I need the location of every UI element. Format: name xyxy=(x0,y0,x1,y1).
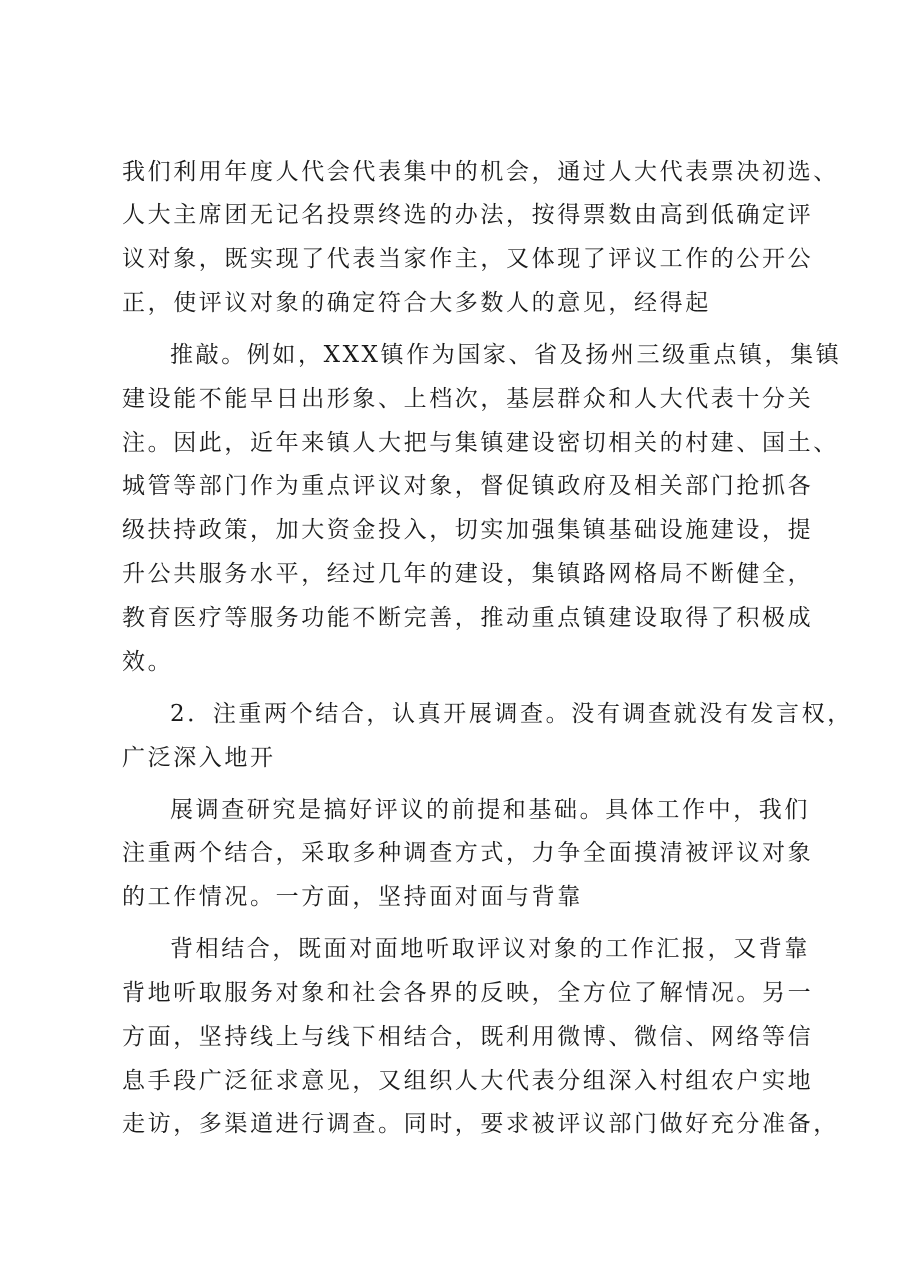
text-line: 广泛深入地开 xyxy=(122,745,276,771)
text-line: 息手段广泛征求意见，又组织人大代表分组深入村组农户实地 xyxy=(122,1068,814,1094)
text-line: 城管等部门作为重点评议对象，督促镇政府及相关部门抢抓各 xyxy=(122,473,814,499)
text-line: 效。 xyxy=(122,649,174,675)
text-line: 人大主席团无记名投票终选的办法，按得票数由高到低确定评 xyxy=(122,202,814,228)
text-line: 级扶持政策，加大资金投入，切实加强集镇基础设施建设，提 xyxy=(122,517,814,543)
text-line: 注重两个结合，采取多种调查方式，力争全面摸清被评议对象 xyxy=(122,840,814,866)
text-line: 注。因此，近年来镇人大把与集镇建设密切相关的村建、国土、 xyxy=(122,430,839,456)
text-line: 建设能不能早日出形象、上档次，基层群众和人大代表十分关 xyxy=(122,386,814,412)
text-line: 方面，坚持线上与线下相结合，既利用微博、微信、网络等信 xyxy=(122,1024,814,1050)
text-line: 走访，多渠道进行调查。同时，要求被评议部门做好充分准备， xyxy=(122,1111,839,1137)
text-line: 升公共服务水平，经过几年的建设，集镇路网格局不断健全， xyxy=(122,561,814,587)
text-line: 2．注重两个结合，认真开展调查。没有调查就没有发言权， xyxy=(170,701,853,727)
text-line: 正，使评议对象的确定符合大多数人的意见，经得起 xyxy=(122,290,711,316)
text-line: 背相结合，既面对面地听取评议对象的工作汇报，又背靠 xyxy=(170,936,810,962)
text-line: 的工作情况。一方面，坚持面对面与背靠 xyxy=(122,884,583,910)
text-line: 教育医疗等服务功能不断完善，推动重点镇建设取得了积极成 xyxy=(122,605,814,631)
text-line: 推敲。例如，XXX镇作为国家、省及扬州三级重点镇，集镇 xyxy=(170,342,842,368)
text-line: 议对象，既实现了代表当家作主，又体现了评议工作的公开公 xyxy=(122,246,814,272)
text-line: 背地听取服务对象和社会各界的反映，全方位了解情况。另一 xyxy=(122,980,814,1006)
text-line: 展调查研究是搞好评议的前提和基础。具体工作中，我们 xyxy=(170,797,810,823)
text-line: 我们利用年度人代会代表集中的机会，通过人大代表票决初选、 xyxy=(122,159,839,185)
